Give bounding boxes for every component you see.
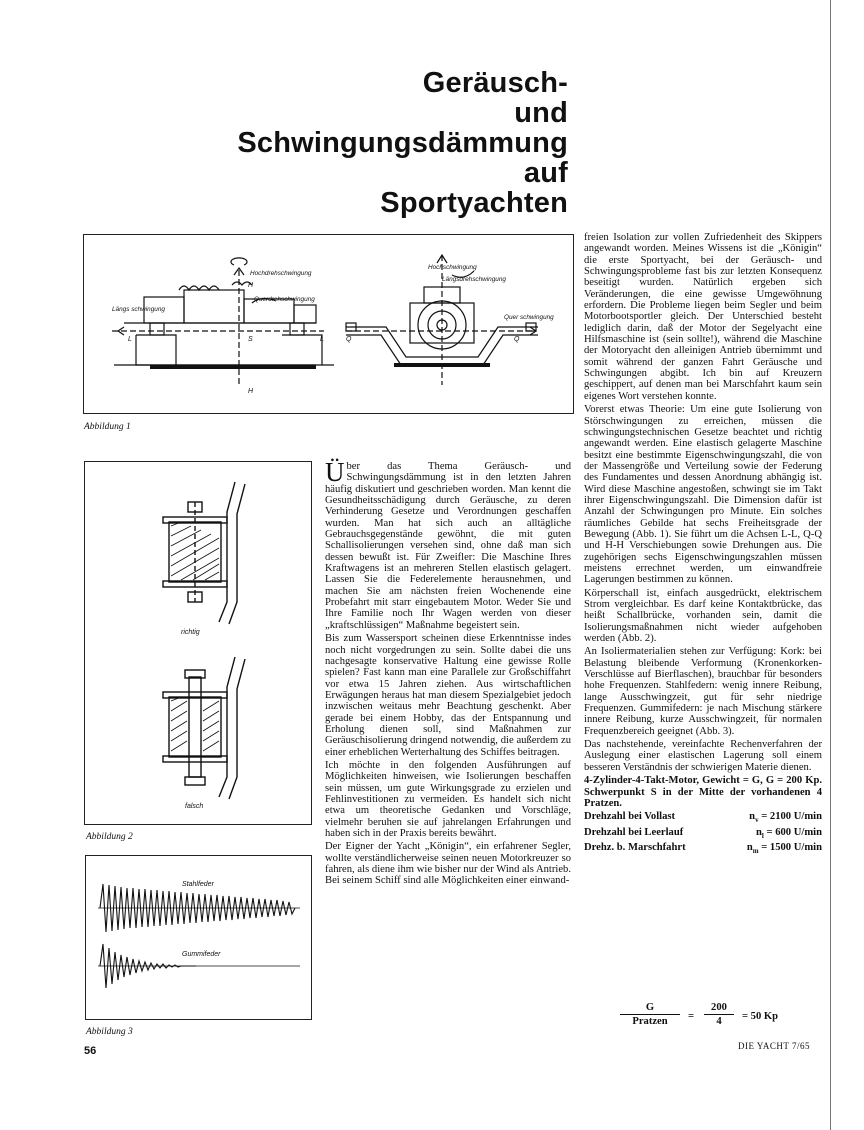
paragraph-6: Vorerst etwas Theorie: Um eine gute Isolierung von Störschwingungen zu erreichen, müssen die schwingungstechnischen Gesetze beachtet und richtig angewandt werden. Eine elastisch gelagerte Maschine besitzt eine bestimmte Eigenschwingungszahl, die von der Massengröße und Verteilung sowie der Federung des Fundamentes und dessen Anordnung abhängig ist. Wird diese Maschine angestoßen, schwingt sie im Takt ihrer Eigenschwingungszahl. Die Dimension dafür ist Anzahl der Schwingungen pro Minute. Ein solches räumliches Gebilde hat sechs Freiheitsgrade der Bewegung (Abb. 1). Sie führt um die Achsen L-L, Q-Q und H-H Verschiebungen sowie Drehungen aus. Die zugehörigen sechs Eigenschwingungszahlen müssen meistens errechnet werden, um einwandfreie Lagerungen bestimmen zu können. xyxy=(584,404,822,586)
label-richtig: richtig xyxy=(181,629,200,636)
label-hochdrehschwingung: Hochdrehschwingung xyxy=(250,270,312,277)
fraction-1 xyxy=(620,1002,680,1027)
label-gummifeder: Gummifeder xyxy=(182,951,221,958)
paragraph-1-text: ber das Thema Geräusch- und Schwingungsdämmung ist in den letzten Jahren häufig diskutiert und geschrieben worden. Man kennt die Gesundheitsschädigung durch Geräusche, zu deren Verhinderung Gesetze und Verordnungen geschaffen wurden. Man hat sich auch an alltägliche Gebrauchsgegenstände gewöhnt, die mit guten Schallisolierungen versehen sind, ohne daß man sich dessen bewußt ist. Für Zweifler: Die Maschine Ihres Kraftwagens ist an mehreren Stellen elastisch gelagert. Lassen Sie die Federelemente herausnehmen, und machen Sie am nächsten freien Wochenende eine Probefahrt mit starr eingebautem Motor. Weder Sie und Ihre Familie noch Ihr Wagen werden von dieser „kraftschlüssigen“ Maßnahme begeistert sein. xyxy=(325,461,571,631)
label-querdrehschwingung: Querdrehschwingung xyxy=(254,296,315,303)
label-falsch: falsch xyxy=(185,803,204,810)
figure-3-caption: Abbildung 3 xyxy=(86,1027,133,1037)
fraction-1-numerator: G xyxy=(645,1002,655,1013)
formula-equals: = xyxy=(688,1011,695,1022)
title-line-1: Geräusch- xyxy=(422,67,568,99)
fraction-1-bar xyxy=(620,1014,680,1015)
fraction-2-bar xyxy=(704,1014,734,1015)
speed-label: Drehz. b. Marschfahrt xyxy=(584,842,686,854)
formula-result: = 50 Kp xyxy=(742,1011,779,1022)
article-title xyxy=(237,68,568,218)
paragraph-3: Ich möchte in den folgenden Ausführungen auf Möglichkeiten hinweisen, wie Isolierungen beschaffen sein müssen, um gute Wirkungsgrade zu erzielen und Fehlinvestitionen zu vermeiden. Es handelt sich nicht etwa um theoretische Gedanken und Vorschläge, vielmehr beruhen sie auf jahrelangen Erfahrungen und haben sich in der Praxis bereits bewährt. xyxy=(325,759,571,839)
paragraph-7: Körperschall ist, einfach ausgedrückt, elektrischem Strom vergleichbar. Es darf keine Kontaktbrücke, das heißt Schallbrücke, vorhanden sein, damit die Isolierungsmaßnahmen nicht wieder aufgehoben werden (Abb. 2). xyxy=(584,587,822,645)
fraction-2-numerator: 200 xyxy=(711,1002,727,1013)
paragraph-2: Bis zum Wassersport scheinen diese Erkenntnisse indes noch nicht vorgedrungen zu sein. Sollte dabei die uns nachgesagte konservative Haltung eine gewisse Rolle spielen? Fast kann man eine Parallele zur Großschiffahrt vor etwa 15 Jahren ziehen. Aus wirtschaftlichen Erwägungen heraus hat man diesem Spezialgebiet jedoch inzwischen weitaus mehr Beachtung geschenkt. Aber gerade bei einem Hobby, das der Entspannung und Erholung dienen soll, sind Maßnahmen zur Geräuschisolierung dringend notwendig, die außerdem zu einer erheblichen Werterhaltung des Schiffes beitragen. xyxy=(325,633,571,758)
axis-l-right: L xyxy=(320,336,324,343)
axis-l-left: L xyxy=(128,336,132,343)
speed-row xyxy=(584,827,822,842)
speed-value: = 2100 U/min xyxy=(761,811,822,823)
speed-symbol: n xyxy=(756,826,762,838)
label-querschwingung: Quer schwingung xyxy=(504,314,554,321)
label-laengsschwingung: Längs schwingung xyxy=(112,306,165,313)
formula xyxy=(612,1002,822,1036)
speed-subscript: l xyxy=(761,831,764,840)
paragraph-4: Der Eigner der Yacht „Königin“, ein erfahrener Segler, wollte verständlicherweise seinen neuen Motorkreuzer so fahren, als diene ihm wie bisher nur der Wind als Antrieb. Bei seinem Schiff sind alle Möglichkeiten einer einwand- xyxy=(325,841,571,887)
axis-s: S xyxy=(248,336,253,343)
figure-3-diagram xyxy=(86,856,311,1019)
title-line-5: Sportyachten xyxy=(380,187,568,219)
title-line-2: und xyxy=(514,97,568,129)
scan-edge-line xyxy=(830,0,831,1130)
speed-value-group xyxy=(749,811,822,826)
journal-issue: DIE YACHT 7/65 xyxy=(738,1041,810,1051)
speed-value: = 600 U/min xyxy=(766,826,822,838)
axis-q-right: Q xyxy=(514,336,520,343)
figure-2-caption: Abbildung 2 xyxy=(86,832,133,842)
figure-3 xyxy=(85,855,312,1020)
speed-label: Drehzahl bei Vollast xyxy=(584,811,676,823)
figure-1-diagram xyxy=(84,235,573,413)
title-line-3: Schwingungsdämmung xyxy=(237,127,568,159)
page-number: 56 xyxy=(84,1045,97,1057)
paragraph-1 xyxy=(325,457,571,631)
figure-1-caption: Abbildung 1 xyxy=(84,422,131,432)
fraction-2 xyxy=(704,1002,734,1027)
speed-value: = 1500 U/min xyxy=(761,842,822,854)
fraction-1-denominator: Pratzen xyxy=(632,1016,668,1027)
speed-symbol: n xyxy=(746,842,753,854)
paragraph-5: freien Isolation zur vollen Zufriedenheit des Skippers angewandt worden. Meines Wissens ist die „Königin“ die erste Sportyacht, bei der Geräusch- und Schwingungsprobleme fast bis zur letzten Konsequenz beseitigt wurden. Natürlich ergeben sich Veränderungen, die eine gewisse Umgewöhnung erfordern. Die Probleme liegen beim Segler und beim Motorbootsportler gleich. Der Unterschied besteht lediglich darin, daß der Motor der Segelyacht eine Hilfsmaschine ist (sein sollte!), während die Maschine der Motoryacht den alleinigen Antrieb übernimmt und somit während der ganzen Fahrt Geräusche und Schwingungen abgibt. Ich bin auf Kreuzern geschippert, auf denen man bei Marschfahrt kaum sein eigenes Wort verstehen konnte. xyxy=(584,232,822,402)
speed-value-group xyxy=(747,842,822,857)
axis-h-bottom: H xyxy=(248,388,254,395)
figure-2 xyxy=(84,461,312,825)
paragraph-9: Das nachstehende, vereinfachte Rechenverfahren der Auslegung einer elastischen Lagerung soll einem besseren Verständnis der schwierigen Materie dienen. xyxy=(584,739,822,773)
figure-1 xyxy=(83,234,574,414)
figure-2-diagram xyxy=(85,462,311,824)
speed-row xyxy=(584,811,822,826)
speed-symbol: n xyxy=(749,811,756,823)
axis-h-top: H xyxy=(248,282,254,289)
axis-q-left: Q xyxy=(346,336,352,343)
column-middle xyxy=(325,457,571,889)
drop-cap: Ü xyxy=(325,457,345,487)
speed-subscript: v xyxy=(755,816,759,825)
fraction-2-denominator: 4 xyxy=(716,1016,722,1027)
label-hochschwingung: Hochschwingung xyxy=(428,264,477,271)
paragraph-8: An Isoliermaterialien stehen zur Verfügung: Kork: bei Belastung bleibende Verformung (Kronenkorken-Verschlüsse auf Bierflaschen), brauchbar für besonders hohe Frequenzen. Stahlfedern: wenig innere Reibung, lange Ausschwingzeit, gut für sehr niedrige Frequenzen. Gummifedern: je nach Mischung stärkere innere Reibung, kurze Ausschwingzeit, für normalen Frequenzbereich geeignet (Abb. 3). xyxy=(584,646,822,737)
speed-label: Drehzahl bei Leerlauf xyxy=(584,826,684,838)
column-right xyxy=(584,232,822,858)
label-stahlfeder: Stahlfeder xyxy=(182,881,214,888)
title-line-4: auf xyxy=(523,157,568,189)
paragraph-10: 4-Zylinder-4-Takt-Motor, Gewicht = G, G = 200 Kp. Schwerpunkt S in der Mitte der vorhandenen 4 Pratzen. xyxy=(584,775,822,809)
speed-row xyxy=(584,842,822,857)
label-laengsdrehschwingung: Längsdrehschwingung xyxy=(442,276,506,283)
speed-value-group xyxy=(756,827,822,842)
speed-list xyxy=(584,811,822,857)
speed-subscript: m xyxy=(752,847,759,856)
